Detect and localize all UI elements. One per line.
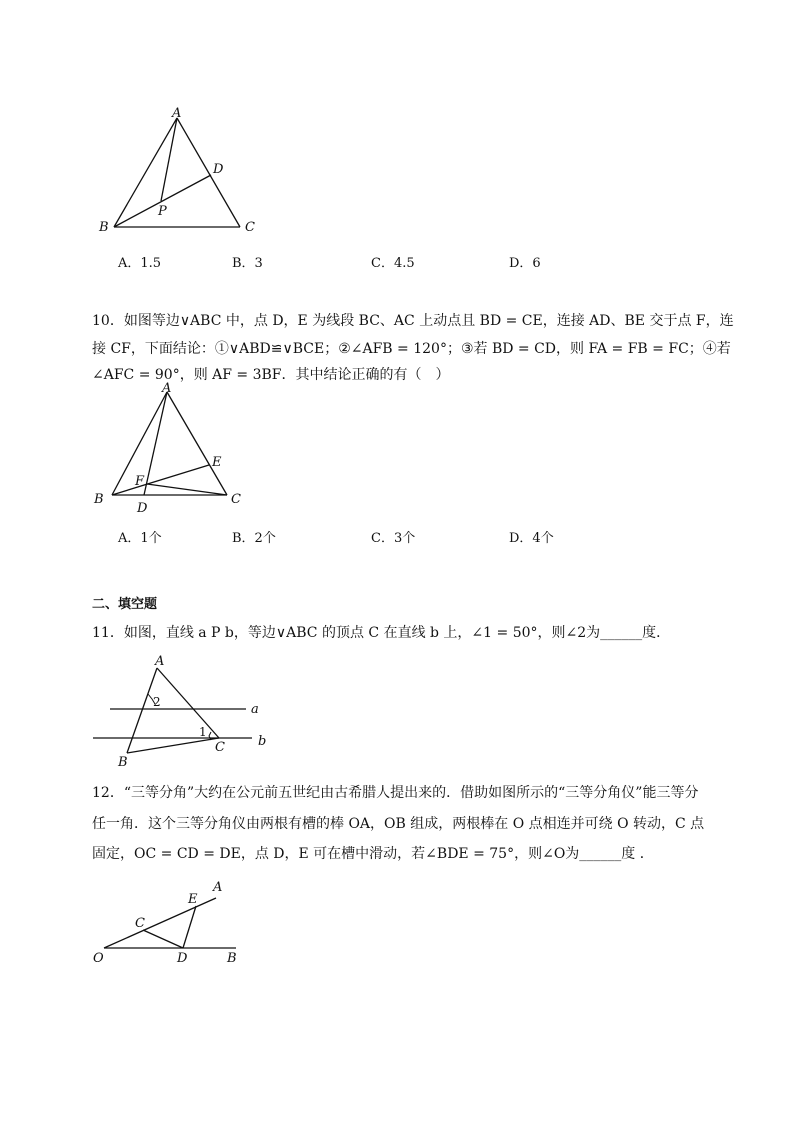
- q12-label-b: B: [227, 951, 237, 966]
- q11-label-angle-1: 1: [199, 725, 207, 739]
- q10-option-d: D．4个: [509, 531, 554, 546]
- q10-label-b: B: [94, 492, 104, 507]
- q10-option-a: A．1个: [118, 531, 162, 546]
- q11-label-line-a: a: [251, 702, 259, 717]
- q12-rod-oa: [104, 898, 216, 948]
- q9-option-a: A．1.5: [118, 256, 162, 271]
- q10-line-3: ∠AFC = 90°，则 AF = 3BF．其中结论正确的有（ ）: [92, 367, 450, 383]
- q10-line-1: 10．如图等边∨ABC 中，点 D，E 为线段 BC、AC 上动点且 BD = CE，连接 AD、BE 交于点 F，连: [92, 313, 734, 329]
- q10-label-a: A: [162, 381, 172, 396]
- q12-segment-cd: [143, 930, 183, 948]
- q12-label-d: D: [177, 951, 188, 966]
- q9-option-d: D．6: [509, 256, 541, 271]
- q11-label-a-vertex: A: [155, 654, 165, 669]
- q9-label-c: C: [245, 220, 255, 235]
- q11-label-c-vertex: C: [215, 740, 225, 755]
- q9-label-p: P: [158, 204, 167, 219]
- q10-label-e: E: [212, 455, 222, 470]
- q10-option-b: B．2个: [232, 531, 276, 546]
- q9-label-a: A: [172, 106, 182, 121]
- q10-label-c: C: [231, 492, 241, 507]
- q10-option-c: C．3个: [371, 531, 416, 546]
- q10-line-2: 接 CF，下面结论：①∨ABD≌∨BCE；②∠AFB = 120°；③若 BD = CD，则 FA = FB = FC；④若: [92, 341, 731, 357]
- q9-label-d: D: [213, 162, 224, 177]
- q12-line-1: 12．“三等分角”大约在公元前五世纪由古希腊人提出来的．借助如图所示的“三等分角仪”能三等分: [92, 785, 699, 801]
- q9-option-c: C．4.5: [371, 256, 415, 271]
- q12-label-a: A: [213, 880, 223, 895]
- q9-label-b: B: [99, 220, 109, 235]
- q11-line: 11．如图，直线 a P b，等边∨ABC 的顶点 C 在直线 b 上，∠1 = 50°，则∠2为______度．: [92, 625, 671, 641]
- q11-label-b-vertex: B: [118, 755, 128, 770]
- q12-label-o: O: [93, 951, 104, 966]
- section-title: 二、填空题: [92, 597, 158, 612]
- q12-label-c: C: [135, 916, 145, 931]
- q11-label-angle-2: 2: [153, 695, 161, 709]
- q12-label-e: E: [188, 892, 198, 907]
- q9-option-b: B．3: [232, 256, 263, 271]
- q11-label-line-b: b: [258, 734, 267, 749]
- q12-line-3: 固定，OC = CD = DE，点 D，E 可在槽中滑动，若∠BDE = 75°，则∠O为______度 ．: [92, 846, 654, 862]
- q12-line-2: 任一角．这个三等分角仪由两根有槽的棒 OA，OB 组成，两根棒在 O 点相连并可绕 O 转动，C 点: [92, 816, 705, 832]
- q10-label-f: F: [135, 474, 145, 489]
- q10-label-d: D: [137, 501, 148, 516]
